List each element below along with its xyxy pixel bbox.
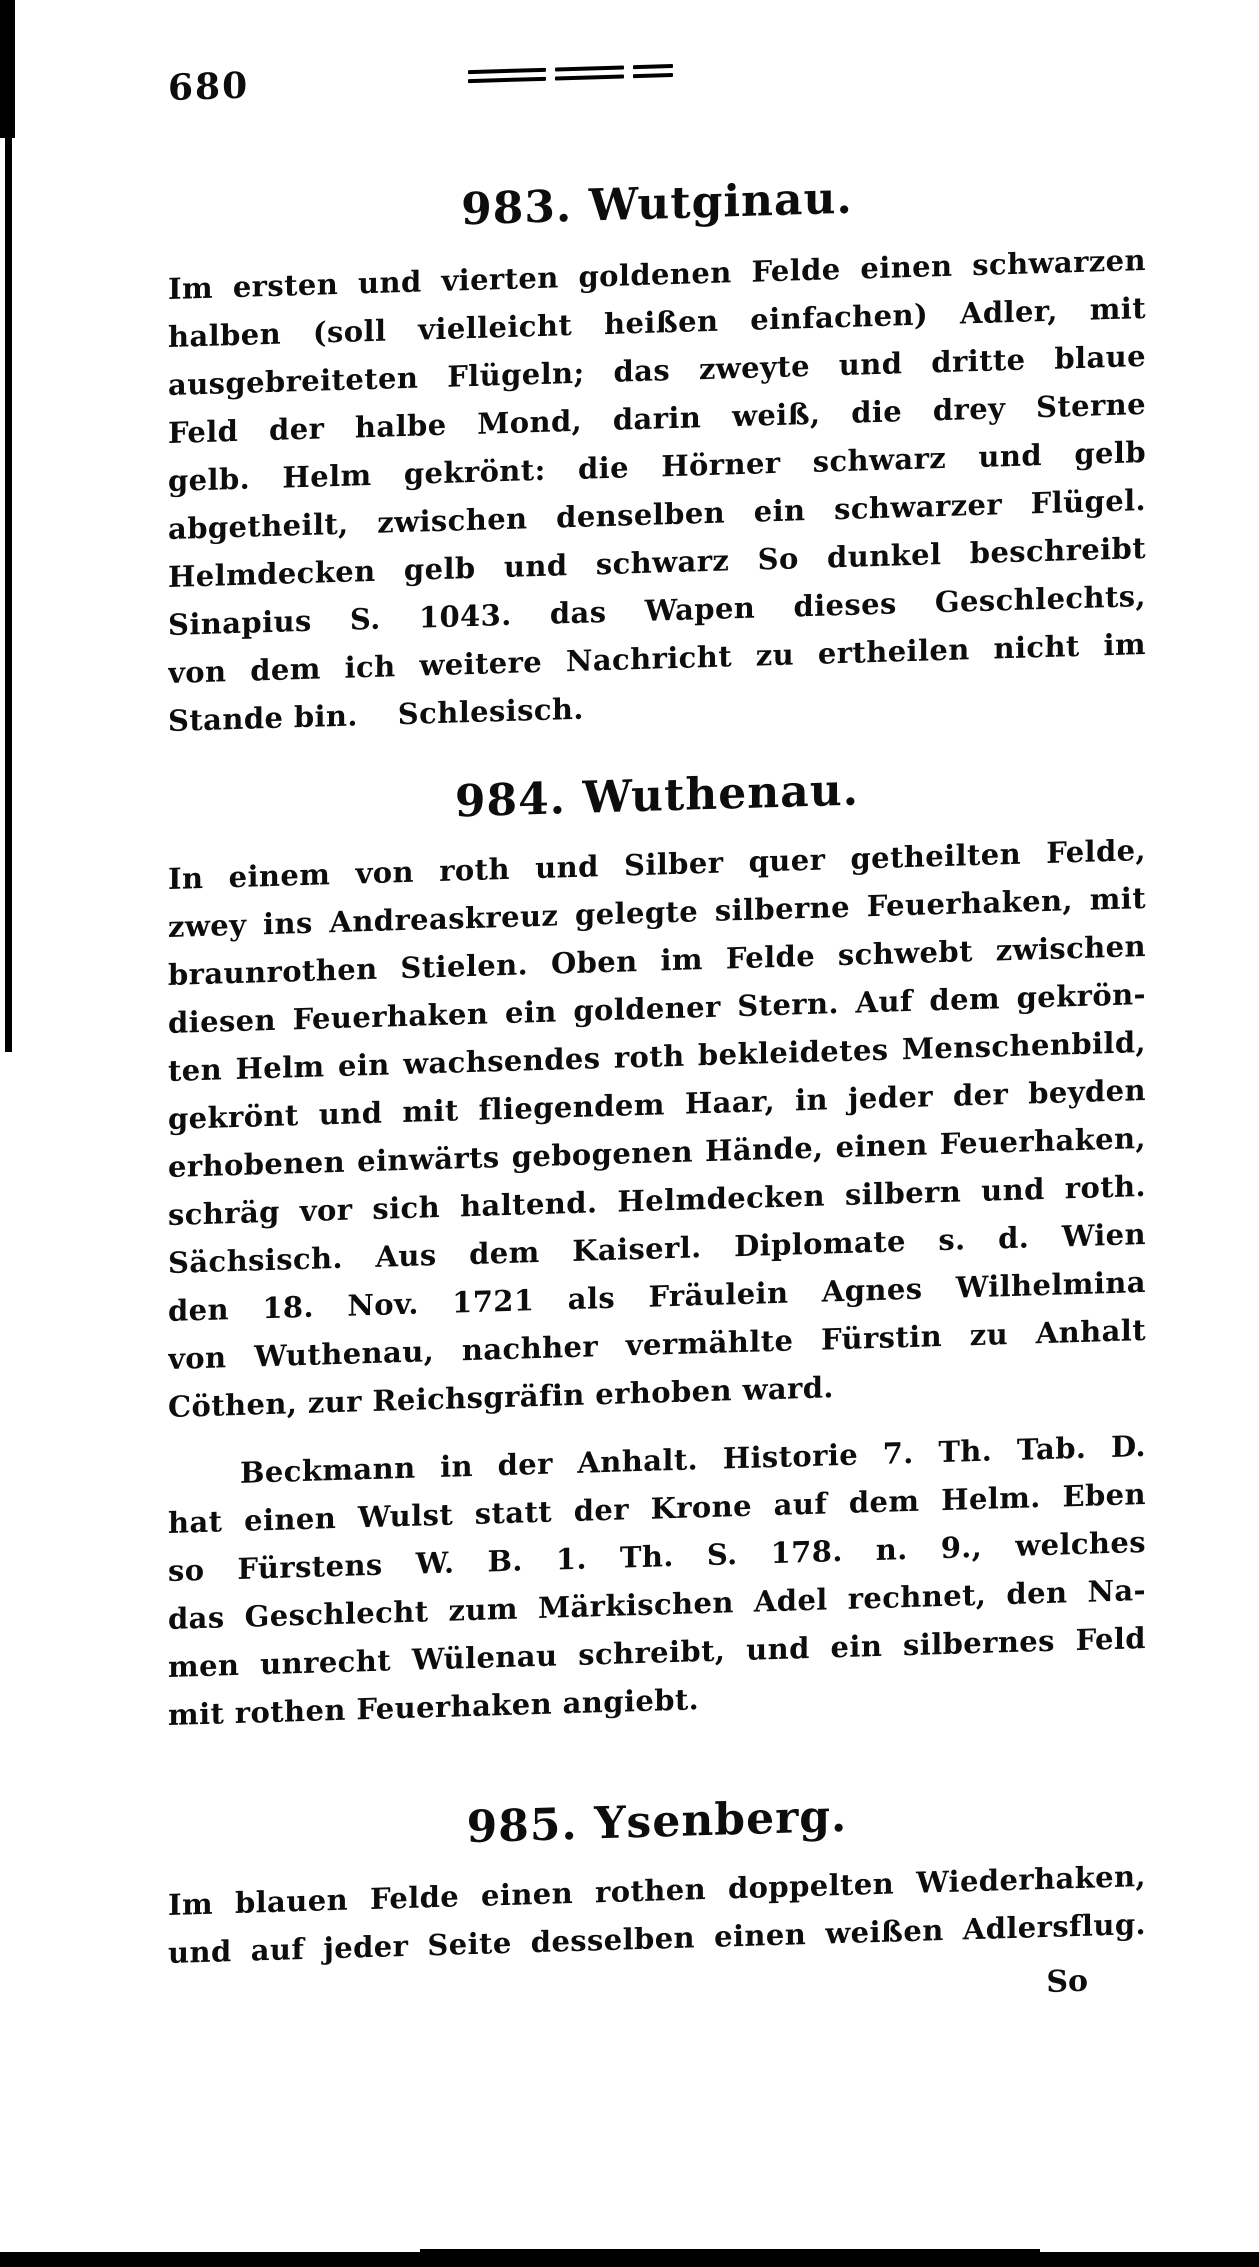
text-line: diesen Feuerhaken ein goldener Stern. Auf dem gekrön- bbox=[168, 976, 1146, 1041]
rule-dash bbox=[633, 64, 673, 69]
text-line: Feld der halbe Mond, darin weiß, die drey Sterne bbox=[168, 386, 1146, 451]
ornament-rule-bottom bbox=[468, 73, 673, 83]
text-line: Sinapius S. 1043. das Wapen dieses Geschlechts, bbox=[168, 578, 1146, 643]
text-line: das Geschlecht zum Märkischen Adel rechnet, den Na- bbox=[168, 1572, 1146, 1637]
entry-984-paragraph-2 bbox=[168, 1422, 1146, 1739]
ornament-rule bbox=[468, 64, 673, 88]
text-line: gekrönt und mit fliegendem Haar, in jeder der beyden bbox=[168, 1072, 1146, 1137]
text-line: ausgebreiteten Flügeln; das zweyte und dritte blaue bbox=[168, 338, 1146, 403]
text-column bbox=[168, 162, 1146, 2033]
rule-dash bbox=[633, 73, 673, 78]
entry-heading-984: 984. Wuthenau. bbox=[454, 764, 860, 828]
text-line: mit rothen Feuerhaken angiebt. bbox=[168, 1682, 700, 1733]
text-line: gelb. Helm gekrönt: die Hörner schwarz und gelb bbox=[168, 434, 1146, 499]
text-line: Cöthen, zur Reichsgräfin erhoben ward. bbox=[168, 1370, 834, 1425]
catchword: So bbox=[1046, 1963, 1088, 2000]
entry-983-paragraph bbox=[168, 236, 1146, 745]
text-line: In einem von roth und Silber quer getheilten Felde, bbox=[168, 832, 1146, 897]
text-line: den 18. Nov. 1721 als Fräulein Agnes Wilhelmina bbox=[168, 1264, 1146, 1329]
text-line: ten Helm ein wachsendes roth bekleidetes Menschenbild, bbox=[168, 1024, 1146, 1089]
rule-dash bbox=[468, 68, 546, 74]
text-line: Helmdecken gelb und schwarz So dunkel beschreibt bbox=[168, 530, 1146, 595]
entry-heading-983: 983. Wutginau. bbox=[461, 172, 853, 236]
entry-heading-985: 985. Ysenberg. bbox=[466, 1790, 848, 1854]
text-line: halben (soll vielleicht heißen einfachen) Adler, mit bbox=[168, 290, 1146, 355]
text-line: schräg vor sich haltend. Helmdecken silbern und roth. bbox=[168, 1168, 1146, 1233]
ornament-rule-top bbox=[468, 64, 673, 74]
rule-dash bbox=[555, 65, 625, 71]
text-line: Stande bin. Schlesisch. bbox=[168, 691, 584, 739]
text-line: braunrothen Stielen. Oben im Felde schwebt zwischen bbox=[168, 928, 1146, 993]
text-line: von Wuthenau, nachher vermählte Fürstin zu Anhalt bbox=[168, 1312, 1146, 1377]
text-line: erhobenen einwärts gebogenen Hände, einen Feuerhaken, bbox=[168, 1120, 1146, 1185]
text-line: so Fürstens W. B. 1. Th. S. 178. n. 9., welches bbox=[168, 1524, 1146, 1589]
entry-984-paragraph-1 bbox=[168, 826, 1146, 1431]
text-line: und auf jeder Seite desselben einen weißen Adlersflug. bbox=[168, 1906, 1146, 1971]
rule-dash bbox=[468, 77, 546, 83]
text-line: abgetheilt, zwischen denselben ein schwarzer Flügel. bbox=[168, 482, 1146, 547]
page-number: 680 bbox=[168, 64, 250, 110]
text-line: von dem ich weitere Nachricht zu ertheilen nicht im bbox=[168, 626, 1146, 691]
text-line: Im ersten und vierten goldenen Felde einen schwarzen bbox=[168, 242, 1146, 307]
rule-dash bbox=[555, 74, 625, 80]
text-line: Beckmann in der Anhalt. Historie 7. Th. Tab. D. bbox=[240, 1428, 1146, 1490]
entry-985-paragraph bbox=[168, 1852, 1146, 1977]
text-line: zwey ins Andreaskreuz gelegte silberne Feuerhaken, mit bbox=[168, 880, 1146, 945]
text-line: men unrecht Wülenau schreibt, und ein silbernes Feld bbox=[168, 1620, 1146, 1685]
text-line: Im blauen Felde einen rothen doppelten Wiederhaken, bbox=[168, 1858, 1146, 1923]
text-line: hat einen Wulst statt der Krone auf dem Helm. Eben bbox=[168, 1476, 1146, 1541]
text-line: Sächsisch. Aus dem Kaiserl. Diplomate s. d. Wien bbox=[168, 1216, 1146, 1281]
